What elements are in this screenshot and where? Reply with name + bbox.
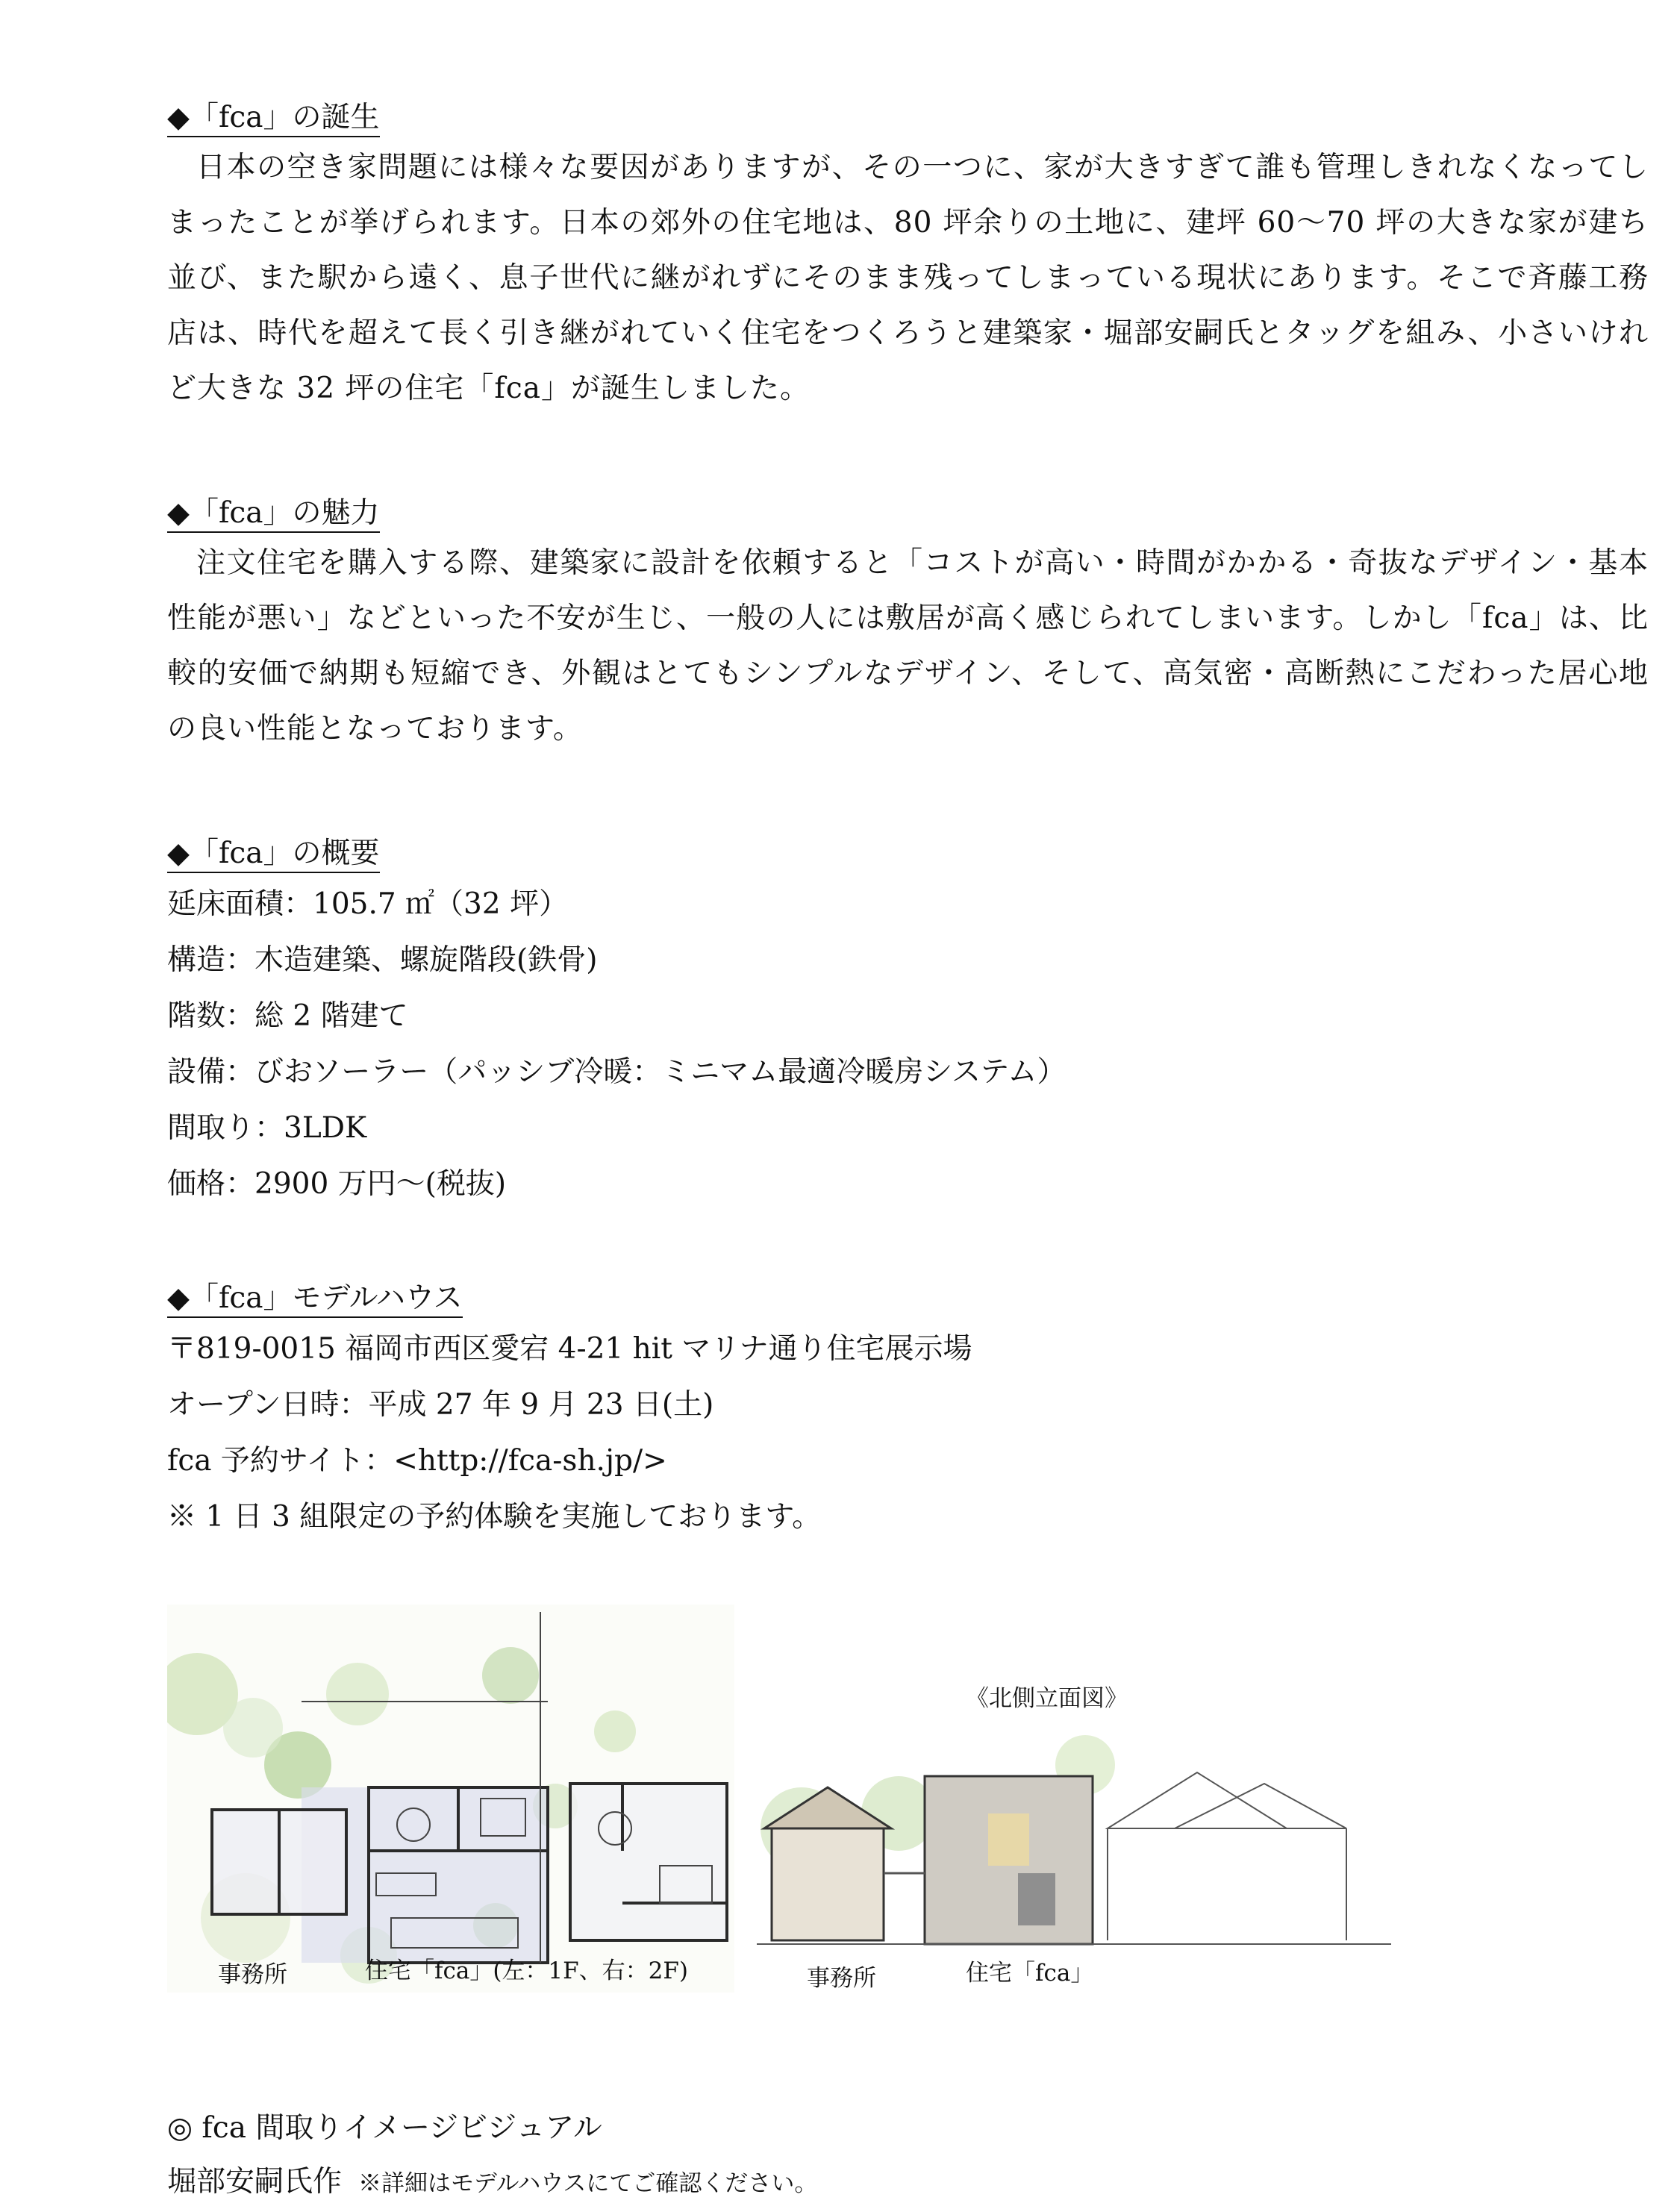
heading-birth: ◆「fca」の誕生 xyxy=(167,96,1649,140)
heading-overview: ◆「fca」の概要 xyxy=(167,831,1649,876)
overview-layout: 間取り：3LDK xyxy=(167,1111,367,1145)
heading-model-house: ◆「fca」モデルハウス xyxy=(167,1276,1649,1321)
footer-author: 堀部安嗣氏作 xyxy=(167,2165,343,2199)
plan-caption-house: 住宅「fca」(左：1F、右：2F) xyxy=(365,1958,688,1984)
overview-floors: 階数：総 2 階建て xyxy=(167,999,408,1033)
plan-caption-office: 事務所 xyxy=(218,1961,287,1988)
elevation-title: 《北側立面図》 xyxy=(966,1685,1128,1712)
floor-plan-sketch xyxy=(167,1605,734,1993)
model-note: ※ 1 日 3 組限定の予約体験を実施しております。 xyxy=(167,1500,822,1534)
model-address: 〒819-0015 福岡市西区愛宕 4-21 hit マリナ通り住宅展示場 xyxy=(167,1332,972,1366)
paragraph-birth: 日本の空き家問題には様々な要因がありますが、その一つに、家が大きすぎて誰も管理しきれなくなってしまったことが挙げられます。日本の郊外の住宅地は、80 坪余りの土地に、建坪 60〜70 坪の大きな家が建ち並び、また駅から遠く、息子世代に継がれずにそのまま残ってしまっている現状にあります。そこで斉藤工務店は、時代を超えて長く引き継がれていく住宅をつくろうと建築家・堀部安嗣氏とタッグを組み、小さいけれど大きな 32 坪の住宅「fca」が誕生しました。 xyxy=(167,151,1649,405)
model-reservation-link[interactable]: fca 予約サイト：<http://fca-sh.jp/> xyxy=(167,1444,667,1478)
north-elevation-sketch xyxy=(757,1605,1391,1993)
document-body xyxy=(167,96,1649,1545)
footer-title: ◎ fca 間取りイメージビジュアル xyxy=(167,2111,602,2145)
overview-floor-area: 延床面積：105.7 ㎡（32 坪） xyxy=(167,887,569,921)
model-open-date: オープン日時：平成 27 年 9 月 23 日(土) xyxy=(167,1388,714,1422)
overview-equipment: 設備：びおソーラー（パッシブ冷暖：ミニマム最適冷暖房システム） xyxy=(167,1055,1067,1089)
paragraph-charm: 注文住宅を購入する際、建築家に設計を依頼すると「コストが高い・時間がかかる・奇抜なデザイン・基本性能が悪い」などといった不安が生じ、一般の人には敷居が高く感じられてしまいます。しかし「fca」は、比較的安価で納期も短縮でき、外観はとてもシンプルなデザイン、そして、高気密・高断熱にこだわった居心地の良い性能となっております。 xyxy=(167,546,1649,746)
elevation-caption-office: 事務所 xyxy=(807,1965,876,1992)
heading-charm: ◆「fca」の魅力 xyxy=(167,491,1649,536)
overview-structure: 構造：木造建築、螺旋階段(鉄骨) xyxy=(167,943,598,977)
architectural-sketches xyxy=(167,1605,1391,2022)
elevation-caption-house: 住宅「fca」 xyxy=(966,1960,1094,1987)
footer-note: ※詳細はモデルハウスにてご確認ください。 xyxy=(358,2170,818,2197)
footer-author-line xyxy=(167,2158,817,2200)
overview-price: 価格：2900 万円〜(税抜) xyxy=(167,1167,507,1201)
